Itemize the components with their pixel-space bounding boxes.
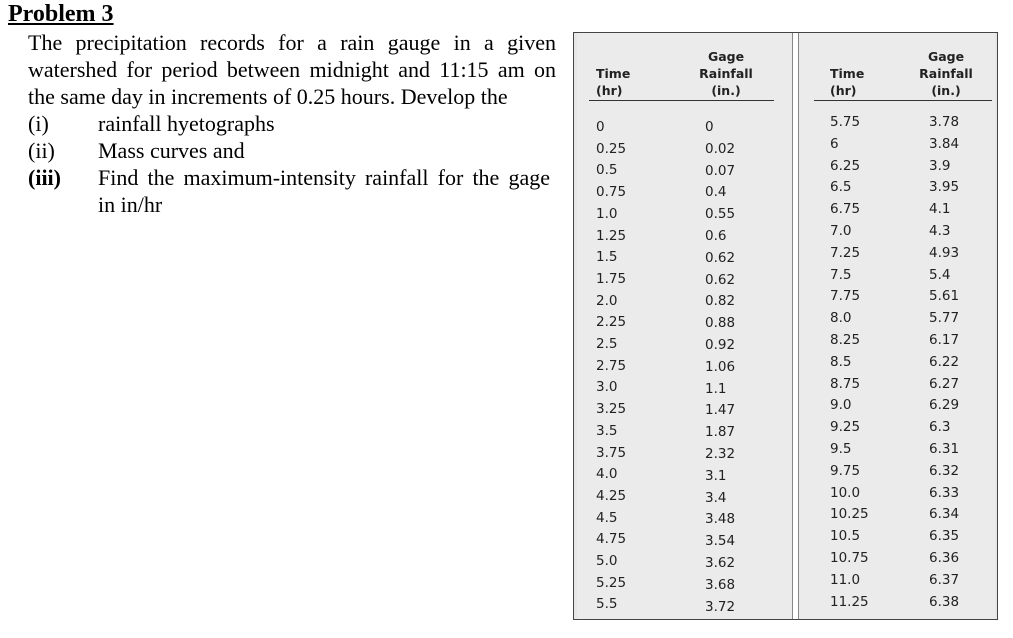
task-text: rainfall hyetographs bbox=[98, 111, 275, 136]
time-cell-left: 4.75 bbox=[596, 531, 627, 548]
rainfall-cell-right: 5.77 bbox=[929, 310, 960, 327]
task-item bbox=[28, 137, 556, 164]
time-cell-left: 0.5 bbox=[596, 162, 618, 179]
time-cell-right: 11.25 bbox=[830, 593, 869, 610]
rainfall-cell-right: 6.38 bbox=[929, 593, 960, 610]
rainfall-cell-right: 3.84 bbox=[929, 135, 960, 152]
rainfall-cell-right: 4.1 bbox=[929, 201, 951, 218]
rainfall-cell-right: 6.34 bbox=[929, 506, 960, 523]
time-cell-right: 6.25 bbox=[830, 157, 861, 174]
time-cell-right: 10.75 bbox=[830, 550, 869, 566]
task-number: (iii) bbox=[28, 165, 61, 190]
time-cell-right: 6 bbox=[830, 135, 839, 152]
rainfall-cell-right: 6.36 bbox=[929, 550, 960, 566]
time-cell-right: 10.5 bbox=[830, 528, 861, 545]
rainfall-cell-right: 5.61 bbox=[929, 288, 960, 305]
time-cell-left: 3.5 bbox=[596, 422, 618, 439]
rainfall-cell-left: 3.48 bbox=[705, 511, 736, 528]
time-cell-right: 7.5 bbox=[830, 266, 852, 283]
rainfall-cell-right: 5.4 bbox=[929, 266, 951, 283]
table-divider bbox=[792, 33, 799, 619]
time-cell-right: 8.25 bbox=[830, 332, 861, 348]
time-cell-right: 9.5 bbox=[830, 441, 852, 457]
header-rule-left bbox=[589, 100, 774, 101]
table-panel-right bbox=[799, 33, 995, 619]
rainfall-cell-left: 0.6 bbox=[705, 228, 727, 244]
rainfall-cell-right: 6.29 bbox=[929, 397, 960, 414]
rainfall-cell-left: 0.07 bbox=[705, 162, 736, 179]
task-item bbox=[28, 164, 556, 218]
time-cell-right: 10.25 bbox=[830, 506, 869, 523]
rainfall-cell-left: 3.1 bbox=[705, 467, 727, 484]
time-header-left: Time (hr) bbox=[596, 66, 631, 98]
time-cell-left: 1.5 bbox=[596, 249, 618, 266]
rainfall-table bbox=[573, 32, 998, 620]
rainfall-cell-left: 3.62 bbox=[705, 555, 736, 571]
time-cell-left: 5.25 bbox=[596, 574, 627, 591]
time-cell-right: 7.0 bbox=[830, 223, 852, 239]
time-cell-right: 7.75 bbox=[830, 288, 861, 305]
rainfall-cell-left: 1.87 bbox=[705, 424, 736, 441]
rainfall-cell-left: 3.54 bbox=[705, 533, 736, 550]
rainfall-cell-left: 1.1 bbox=[705, 380, 727, 397]
time-cell-right: 6.5 bbox=[830, 179, 852, 196]
problem-title: Problem 3 bbox=[8, 1, 114, 27]
rainfall-cell-right: 4.3 bbox=[929, 223, 951, 239]
time-cell-left: 3.0 bbox=[596, 379, 618, 396]
time-cell-left: 4.25 bbox=[596, 487, 627, 504]
time-cell-right: 7.25 bbox=[830, 244, 861, 261]
time-cell-left: 0.25 bbox=[596, 140, 627, 157]
rainfall-cell-right: 6.32 bbox=[929, 462, 960, 479]
time-cell-left: 1.0 bbox=[596, 205, 618, 222]
task-number: (i) bbox=[28, 111, 49, 136]
time-cell-left: 5.5 bbox=[596, 596, 618, 613]
rainfall-cell-right: 6.22 bbox=[929, 353, 960, 370]
time-cell-left: 2.0 bbox=[596, 292, 618, 309]
time-header-right: Time (hr) bbox=[830, 66, 865, 98]
rainfall-cell-left: 0.62 bbox=[705, 249, 736, 266]
time-cell-right: 8.75 bbox=[830, 375, 861, 392]
task-list bbox=[28, 110, 556, 218]
time-cell-right: 9.25 bbox=[830, 419, 861, 436]
time-cell-left: 2.5 bbox=[596, 336, 618, 352]
problem-statement bbox=[8, 0, 556, 218]
rainfall-header-right: Gage Rainfall (in.) bbox=[919, 49, 973, 98]
rainfall-cell-left: 3.72 bbox=[705, 598, 736, 615]
rainfall-cell-right: 3.78 bbox=[929, 114, 960, 130]
time-cell-right: 8.0 bbox=[830, 310, 852, 327]
rainfall-cell-left: 0 bbox=[705, 119, 714, 135]
time-cell-right: 11.0 bbox=[830, 571, 861, 588]
rainfall-cell-right: 6.31 bbox=[929, 441, 960, 457]
time-cell-left: 5.0 bbox=[596, 553, 618, 569]
rainfall-cell-right: 4.93 bbox=[929, 244, 960, 261]
time-cell-left: 2.75 bbox=[596, 357, 627, 374]
time-cell-left: 0 bbox=[596, 119, 605, 135]
time-cell-left: 3.75 bbox=[596, 444, 627, 461]
time-cell-left: 0.75 bbox=[596, 184, 627, 201]
time-cell-right: 9.0 bbox=[830, 397, 852, 414]
rainfall-cell-right: 6.37 bbox=[929, 571, 960, 588]
rainfall-cell-left: 0.4 bbox=[705, 184, 727, 201]
rainfall-cell-left: 0.62 bbox=[705, 271, 736, 288]
time-cell-right: 9.75 bbox=[830, 462, 861, 479]
rainfall-cell-right: 6.35 bbox=[929, 528, 960, 545]
time-cell-left: 4.0 bbox=[596, 466, 618, 483]
time-cell-left: 1.25 bbox=[596, 227, 627, 244]
time-cell-left: 2.25 bbox=[596, 314, 627, 331]
rainfall-cell-left: 3.4 bbox=[705, 489, 727, 506]
time-cell-right: 6.75 bbox=[830, 201, 861, 218]
rainfall-cell-left: 3.68 bbox=[705, 576, 736, 593]
task-text: Find the maximum-intensity rainfall for the gage in in/hr bbox=[98, 165, 550, 217]
time-cell-left: 4.5 bbox=[596, 509, 618, 526]
rainfall-cell-left: 1.47 bbox=[705, 402, 736, 419]
rainfall-cell-left: 1.06 bbox=[705, 358, 736, 375]
header-rule-right bbox=[814, 100, 992, 101]
rainfall-cell-left: 0.88 bbox=[705, 315, 736, 332]
rainfall-cell-left: 0.82 bbox=[705, 293, 736, 310]
rainfall-cell-right: 6.3 bbox=[929, 419, 951, 436]
problem-intro: The precipitation records for a rain gauge in a given watershed for period between midnight and 11:15 am on the same day in increments of 0.25 hours. Develop the bbox=[28, 30, 556, 109]
task-item bbox=[28, 110, 556, 137]
rainfall-cell-left: 0.02 bbox=[705, 140, 736, 157]
task-text: Mass curves and bbox=[98, 138, 245, 163]
time-cell-left: 3.25 bbox=[596, 401, 627, 418]
rainfall-cell-left: 0.55 bbox=[705, 206, 736, 223]
time-cell-right: 8.5 bbox=[830, 353, 852, 370]
rainfall-cell-right: 3.95 bbox=[929, 179, 960, 196]
time-cell-right: 10.0 bbox=[830, 484, 861, 501]
time-cell-left: 1.75 bbox=[596, 270, 627, 287]
rainfall-cell-right: 3.9 bbox=[929, 157, 951, 174]
rainfall-cell-right: 6.33 bbox=[929, 484, 960, 501]
rainfall-cell-left: 2.32 bbox=[705, 446, 736, 462]
rainfall-cell-right: 6.17 bbox=[929, 332, 960, 348]
rainfall-cell-right: 6.27 bbox=[929, 375, 960, 392]
rainfall-cell-left: 0.92 bbox=[705, 337, 736, 353]
rainfall-header-left: Gage Rainfall (in.) bbox=[699, 49, 753, 98]
time-cell-right: 5.75 bbox=[830, 114, 861, 130]
task-number: (ii) bbox=[28, 138, 55, 163]
